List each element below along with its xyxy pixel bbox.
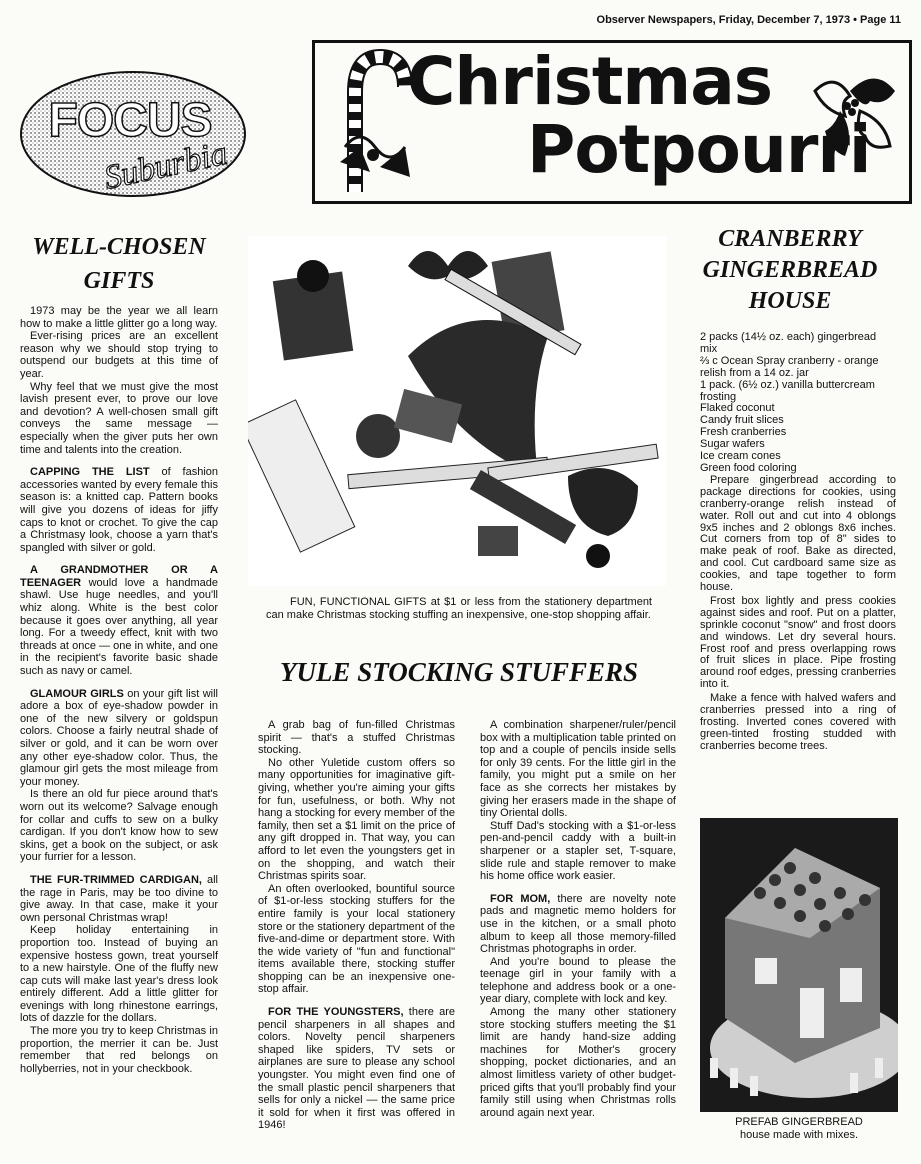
paragraph: The more you try to keep Christmas in proportion, the merrier it can be. Just remember that red belongs on hollyberries, not in your checkbook. [20, 1025, 218, 1075]
paragraph [258, 1006, 455, 1132]
lead-in: THE FUR-TRIMMED CARDIGAN, [30, 873, 202, 886]
paragraph-text: would love a handmade shawl. Use huge needles, and you'll whiz along. White is the best color because it goes over anything, all year long. For a tweedy effect, knit with two threads at once — one in white, and one in the recipient's favorite basic shade such as navy or camel. [20, 576, 218, 678]
paragraph [20, 466, 218, 554]
paragraph [20, 874, 218, 924]
logo-suburbia-text: Suburbia [100, 134, 231, 197]
well-chosen-gifts-article [20, 305, 218, 1085]
caption-line: house made with mixes. [740, 1129, 858, 1141]
stationery-gifts-photo [248, 236, 666, 586]
ingredient-list [700, 332, 896, 475]
ingredient: 1 pack. (6½ oz.) vanilla buttercream frosting [700, 378, 875, 403]
headline-line: HOUSE [748, 288, 832, 314]
yule-article-column-1 [258, 719, 455, 1142]
paragraph: And you're bound to please the teenage girl in your family with a telephone and address book or a one-year diary, complete with lock and key. [480, 955, 676, 1006]
paragraph-text: there are pencil sharpeners in all shapes and colors. Novelty pencil sharpeners shaped like spiders, TV sets or airplanes are sure to please any school youngster. You might even find one of the small plastic pencil sharpeners that sells for only a nickel — the same price it sold for when it first was offered in 1946! [258, 1006, 455, 1132]
paragraph: No other Yuletide custom offers so many opportunities for imaginative gift-giving, whether you're aiming your gifts for fun, usefulness, or both. Why not hang a stocking for every member of the family, then set a $1 limit on the price of any gift dropped in. That way, you can afford to let even the youngsters get in on the shopping, and watch their Christmas spirits soar. [258, 756, 455, 883]
ingredient: ⅔ c Ocean Spray cranberry - orange relish from a 14 oz. jar [700, 354, 879, 379]
lead-in: A GRANDMOTHER OR A TEENAGER [20, 564, 218, 589]
paragraph: Is there an old fur piece around that's worn out its welcome? Salvage enough for collar and cuffs to sew on a bulky cardigan. If you don't know how to sew skins, get a book on the subject, or ask your furrier for a lesson. [20, 788, 218, 864]
paragraph [480, 893, 676, 956]
paragraph: Frost box lightly and press cookies against sides and roof. Put on a platter, sprinkle coconut "snow" and frost doors and windows. Let dry several hours. Frost roof and press overlapping rows of fruit slices in place. Pipe frosting around roof edges, pressing cranberries into it. [700, 594, 896, 691]
banner-christmas: Christmas [407, 43, 773, 120]
paragraph: Among the many other stationery store stocking stuffers meeting the $1 limit are handy hand-size adding machines for Mother's grocery shopping, pocket dictionaries, and an almost limitless variety of other budget-priced gifts that you'll probably find your family still using when Christmas rolls around again next year. [480, 1006, 676, 1119]
ingredient: Sugar wafers [700, 438, 765, 451]
ingredient: Fresh cranberries [700, 426, 787, 439]
ingredient: Ice cream cones [700, 450, 781, 463]
paragraph: Stuff Dad's stocking with a $1-or-less pen-and-pencil caddy with a built-in sharpener or a stapler set, T-square, slide rule and staple remover to make his home office work easier. [480, 819, 676, 883]
yule-stocking-stuffers-headline: YULE STOCKING STUFFERS [279, 657, 639, 687]
running-head: Observer Newspapers, Friday, December 7, 1973 • Page 11 [596, 14, 901, 26]
headline-line: WELL-CHOSEN [32, 234, 206, 260]
gifts-photo-caption: FUN, FUNCTIONAL GIFTS at $1 or less from the stationery department can make Christmas stocking stuffing an inexpensive, one-stop shopping affair. [266, 596, 652, 621]
paragraph-text: there are novelty note pads and magnetic memo holders for use in the kitchen, or a small photo album to keep all those memory-filled Christmas photographs in order. [480, 892, 676, 956]
paragraph: Keep holiday entertaining in proportion too. Instead of buying an expensive hostess gown, treat yourself to a new hairstyle. One of the fluffy new cap cuts will make last year's dress look entirely different. Add a little glitter for evenings with long rhinestone earrings, lots of dazzle for the dollars. [20, 924, 218, 1025]
paragraph: Prepare gingerbread according to package directions for cookies, using cranberry-orange relish instead of water. Roll out and cut into 4 oblongs 9x5 inches and 2 oblongs 8x6 inches. Cut corners from top of 8" sides to make peak of roof. Bake as directed, and cool. Cut cardboard same size as cookies, and tape together to form house. [700, 473, 896, 594]
logo-focus-text: FOCUS [48, 94, 212, 147]
cranberry-gingerbread-headline [684, 224, 896, 317]
paragraph: A combination sharpener/ruler/pencil box with a multiplication table printed on top and a couple of pencils inside sells for only 39 cents. For the little girl in the family, you might put a smile on her face as she corrects her mistakes by giving her erasers made in the shape of tiny Oriental dolls. [480, 719, 676, 820]
ingredient: Flaked coconut [700, 402, 775, 415]
gingerbread-house-photo [700, 818, 898, 1112]
ingredient: Green food coloring [700, 461, 797, 474]
headline-line: GINGERBREAD [702, 257, 878, 283]
caption-line: PREFAB GINGERBREAD [735, 1116, 863, 1128]
cranberry-recipe [700, 332, 896, 763]
yule-article-column-2 [480, 719, 676, 1129]
lead-in: FOR MOM, [490, 892, 551, 905]
lead-in: GLAMOUR GIRLS [30, 687, 124, 700]
paragraph: A grab bag of fun-filled Christmas spirit — that's a stuffed Christmas stocking. [258, 719, 455, 757]
paragraph: Ever-rising prices are an excellent reason why we should stop trying to outspend our budgets at this time of year. [20, 330, 218, 380]
paragraph [20, 564, 218, 677]
lead-in: FOR THE YOUNGSTERS, [268, 1006, 404, 1019]
paragraph-text: on your gift list will adore a box of eye-shadow powder in one of the new silvery or goldspun colors. Choose a fairly neutral shade of silver or gold, and it can be worn over any other eye-shadow color. Thus, the glamour girl gets the most mileage from your money. [20, 687, 218, 788]
ingredient: 2 packs (14½ oz. each) gingerbread mix [700, 331, 877, 355]
gingerbread-photo-caption [700, 1116, 898, 1142]
paragraph: Make a fence with halved wafers and cranberries pressed into a ring of frosting. Inverted cones covered with green-tinted frosting studded with cranberries become trees. [700, 692, 896, 752]
banner-potpourri: Potpourri [527, 111, 871, 188]
headline-line: CRANBERRY [718, 226, 862, 252]
paragraph: 1973 may be the year we all learn how to make a little glitter go a long way. [20, 305, 218, 330]
christmas-potpourri-banner [312, 40, 912, 204]
paragraph: Why feel that we must give the most lavish present ever, to prove our love and devotion? A well-chosen small gift conveys the same message — especially when the giver puts her own time and talents into the creation. [20, 380, 218, 456]
lead-in: CAPPING THE LIST [30, 466, 150, 479]
paragraph [20, 688, 218, 789]
headline-line: GIFTS [83, 268, 155, 294]
paragraph: An often overlooked, bountiful source of $1-or-less stocking stuffers for the entire family is your local stationery store or the stationery department of the five-and-dime or department store. With the wide variety of "fun and functional" items available there, stocking stuffer shopping can be an inexpensive one-stop affair. [258, 882, 455, 996]
paragraph-text: of fashion accessories wanted by every female this season is: a knitted cap. Pattern books will give you dozens of ideas for jiffy caps to knot or crochet. To give the cap a Christmasy look, choose a yarn that's spangled with silver or gold. [20, 466, 218, 554]
well-chosen-gifts-headline [20, 230, 218, 298]
paragraph-text: all the rage in Paris, may be too divine to give away. In that case, make it your own personal Christmas wrap! [20, 873, 218, 924]
ingredient: Candy fruit slices [700, 414, 784, 427]
focus-suburbia-logo [18, 68, 248, 200]
